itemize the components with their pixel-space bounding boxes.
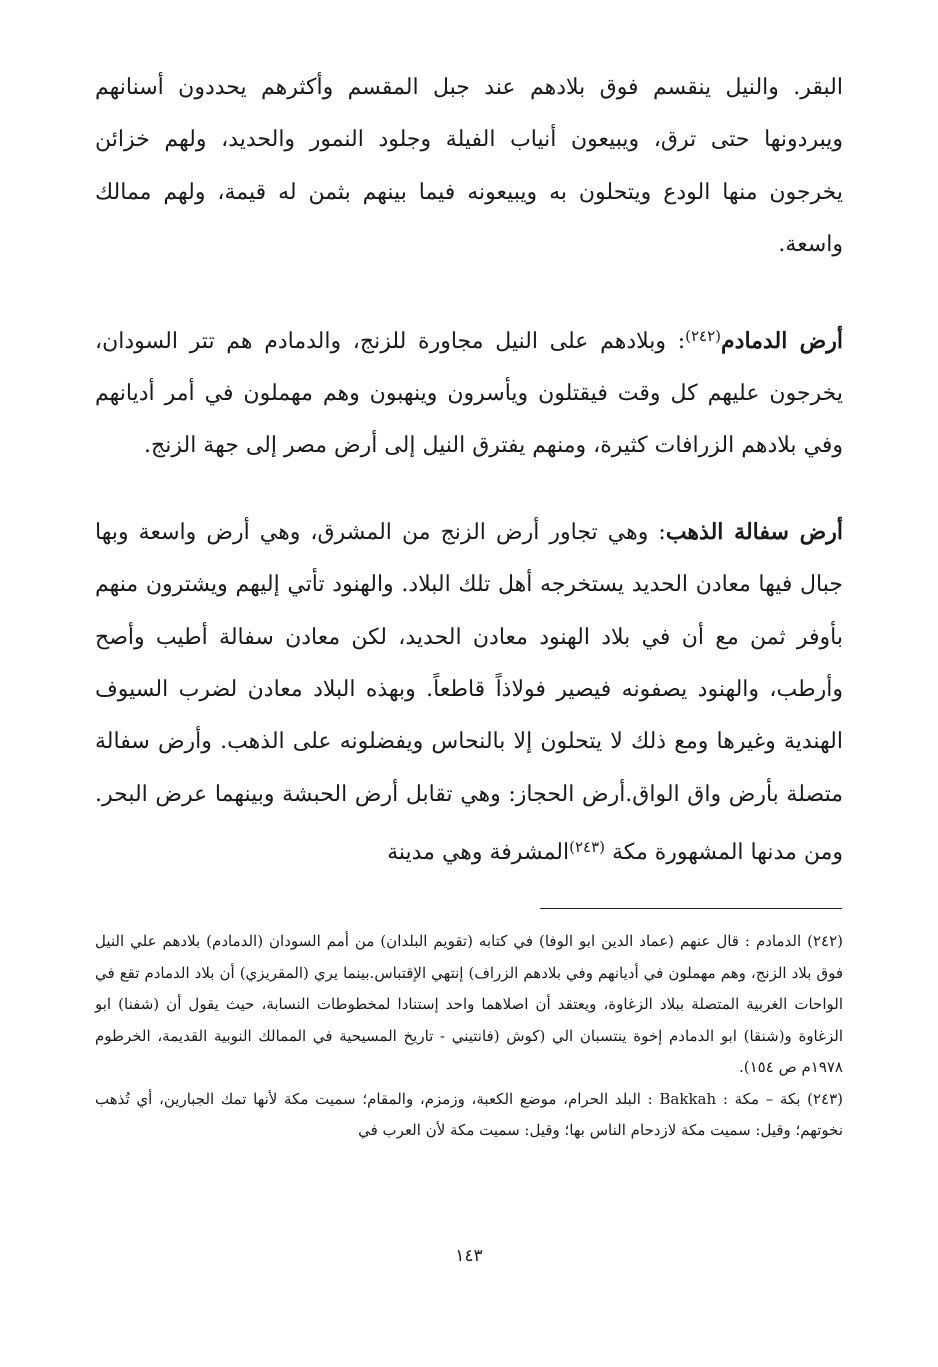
paragraph-3-tail: المشرفة وهي مدينة [387,840,570,866]
paragraph-3 [95,506,843,880]
footnote-ref-243: (٢٤٣) [569,838,606,857]
main-text [95,62,843,880]
paragraph-2 [95,310,843,473]
footnotes [95,926,843,1147]
paragraph-2-text: : وبلادهم على النيل مجاورة للزنج، والدمادم هم تتر السودان، يخرجون عليهم كل وقت فيقتلون ويأسرون وينهبون وهم مهملون في أمر أديانهم وفي بلادهم الزرافات كثيرة، ومنهم يفترق النيل إلى أرض مصر إلى جهة الزنج. [95,328,843,459]
paragraph-1: البقر. والنيل ينقسم فوق بلادهم عند جبل المقسم وأكثرهم يحددون أسنانهم ويبردونها حتى ترق، ويبيعون أنياب الفيلة وجلود النمور والحديد، ولهم خزائن يخرجون منها الودع ويتحلون به ويبيعونه فيما بينهم بثمن له قيمة، ولهم ممالك واسعة. [95,75,843,258]
footnote-ref-242: (٢٤٢) [685,326,722,345]
paragraph-3-text: : وهي تجاور أرض الزنج من المشرق، وهي أرض واسعة وبها جبال فيها معادن الحديد يستخرجه أهل تلك البلاد. والهنود تأتي إليهم ويشترون منهم بأوفر ثمن مع أن في بلاد الهنود معادن الحديد، لكن معادن سفالة أطيب وأصح وأرطب، والهنود يصفونه فيصير فولاذاً قاطعاً. وبهذه البلاد معادن لضرب السيوف الهندية وغيرها ومع ذلك لا يتحلون إلا بالنحاس ويفضلونه على الذهب. وأرض سفالة متصلة بأرض واق الواق.أرض الحجاز: وهي تقابل أرض الحبشة وبينهما عرض البحر. ومن مدنها المشهورة مكة [95,519,843,866]
footnote-separator [540,908,842,909]
page-number: ١٤٣ [455,1246,483,1266]
footnote-243: (٢٤٣) بكة – مكة : Bakkah : البلد الحرام، موضع الكعبة، وزمزم، والمقام؛ سميت مكة لأنها تمك الجبارين، أي تُذهب نخوتهم؛ وقيل: سميت مكة لازدحام الناس بها؛ وقيل: سميت مكة لأن العرب في [95,1089,844,1139]
footnote-242: (٢٤٢) الدمادم : قال عنهم (عماد الدين ابو الوفا) في كتابه (تقويم البلدان) من أمم السودان (الدمادم) بلادهم علي النيل فوق بلاد الزنج، وهم مهملون في أديانهم وفي بلادهم الزراف) إنتهي الإقتباس.بينما يري (المقريزي) أن بلاد الدمادم تقع في الواحات الغربية المتصلة ببلاد الزغاوة، ويعتقد أن اصلاهما واحد إستنادا لمخطوطات النسابة، حيث يقول أن (شفنا) ابو الزغاوة و(شنقا) ابو الدمادم إخوة ينتسبان الي (كوش (فانتيني - تاريخ المسيحية في الممالك النوبية القديمة، الخرطوم ١٩٧٨م ص ١٥٤). [95,932,843,1076]
heading-sofala: أرض سفالة الذهب [665,518,844,545]
heading-dammadim: أرض الدمادم [721,327,843,354]
